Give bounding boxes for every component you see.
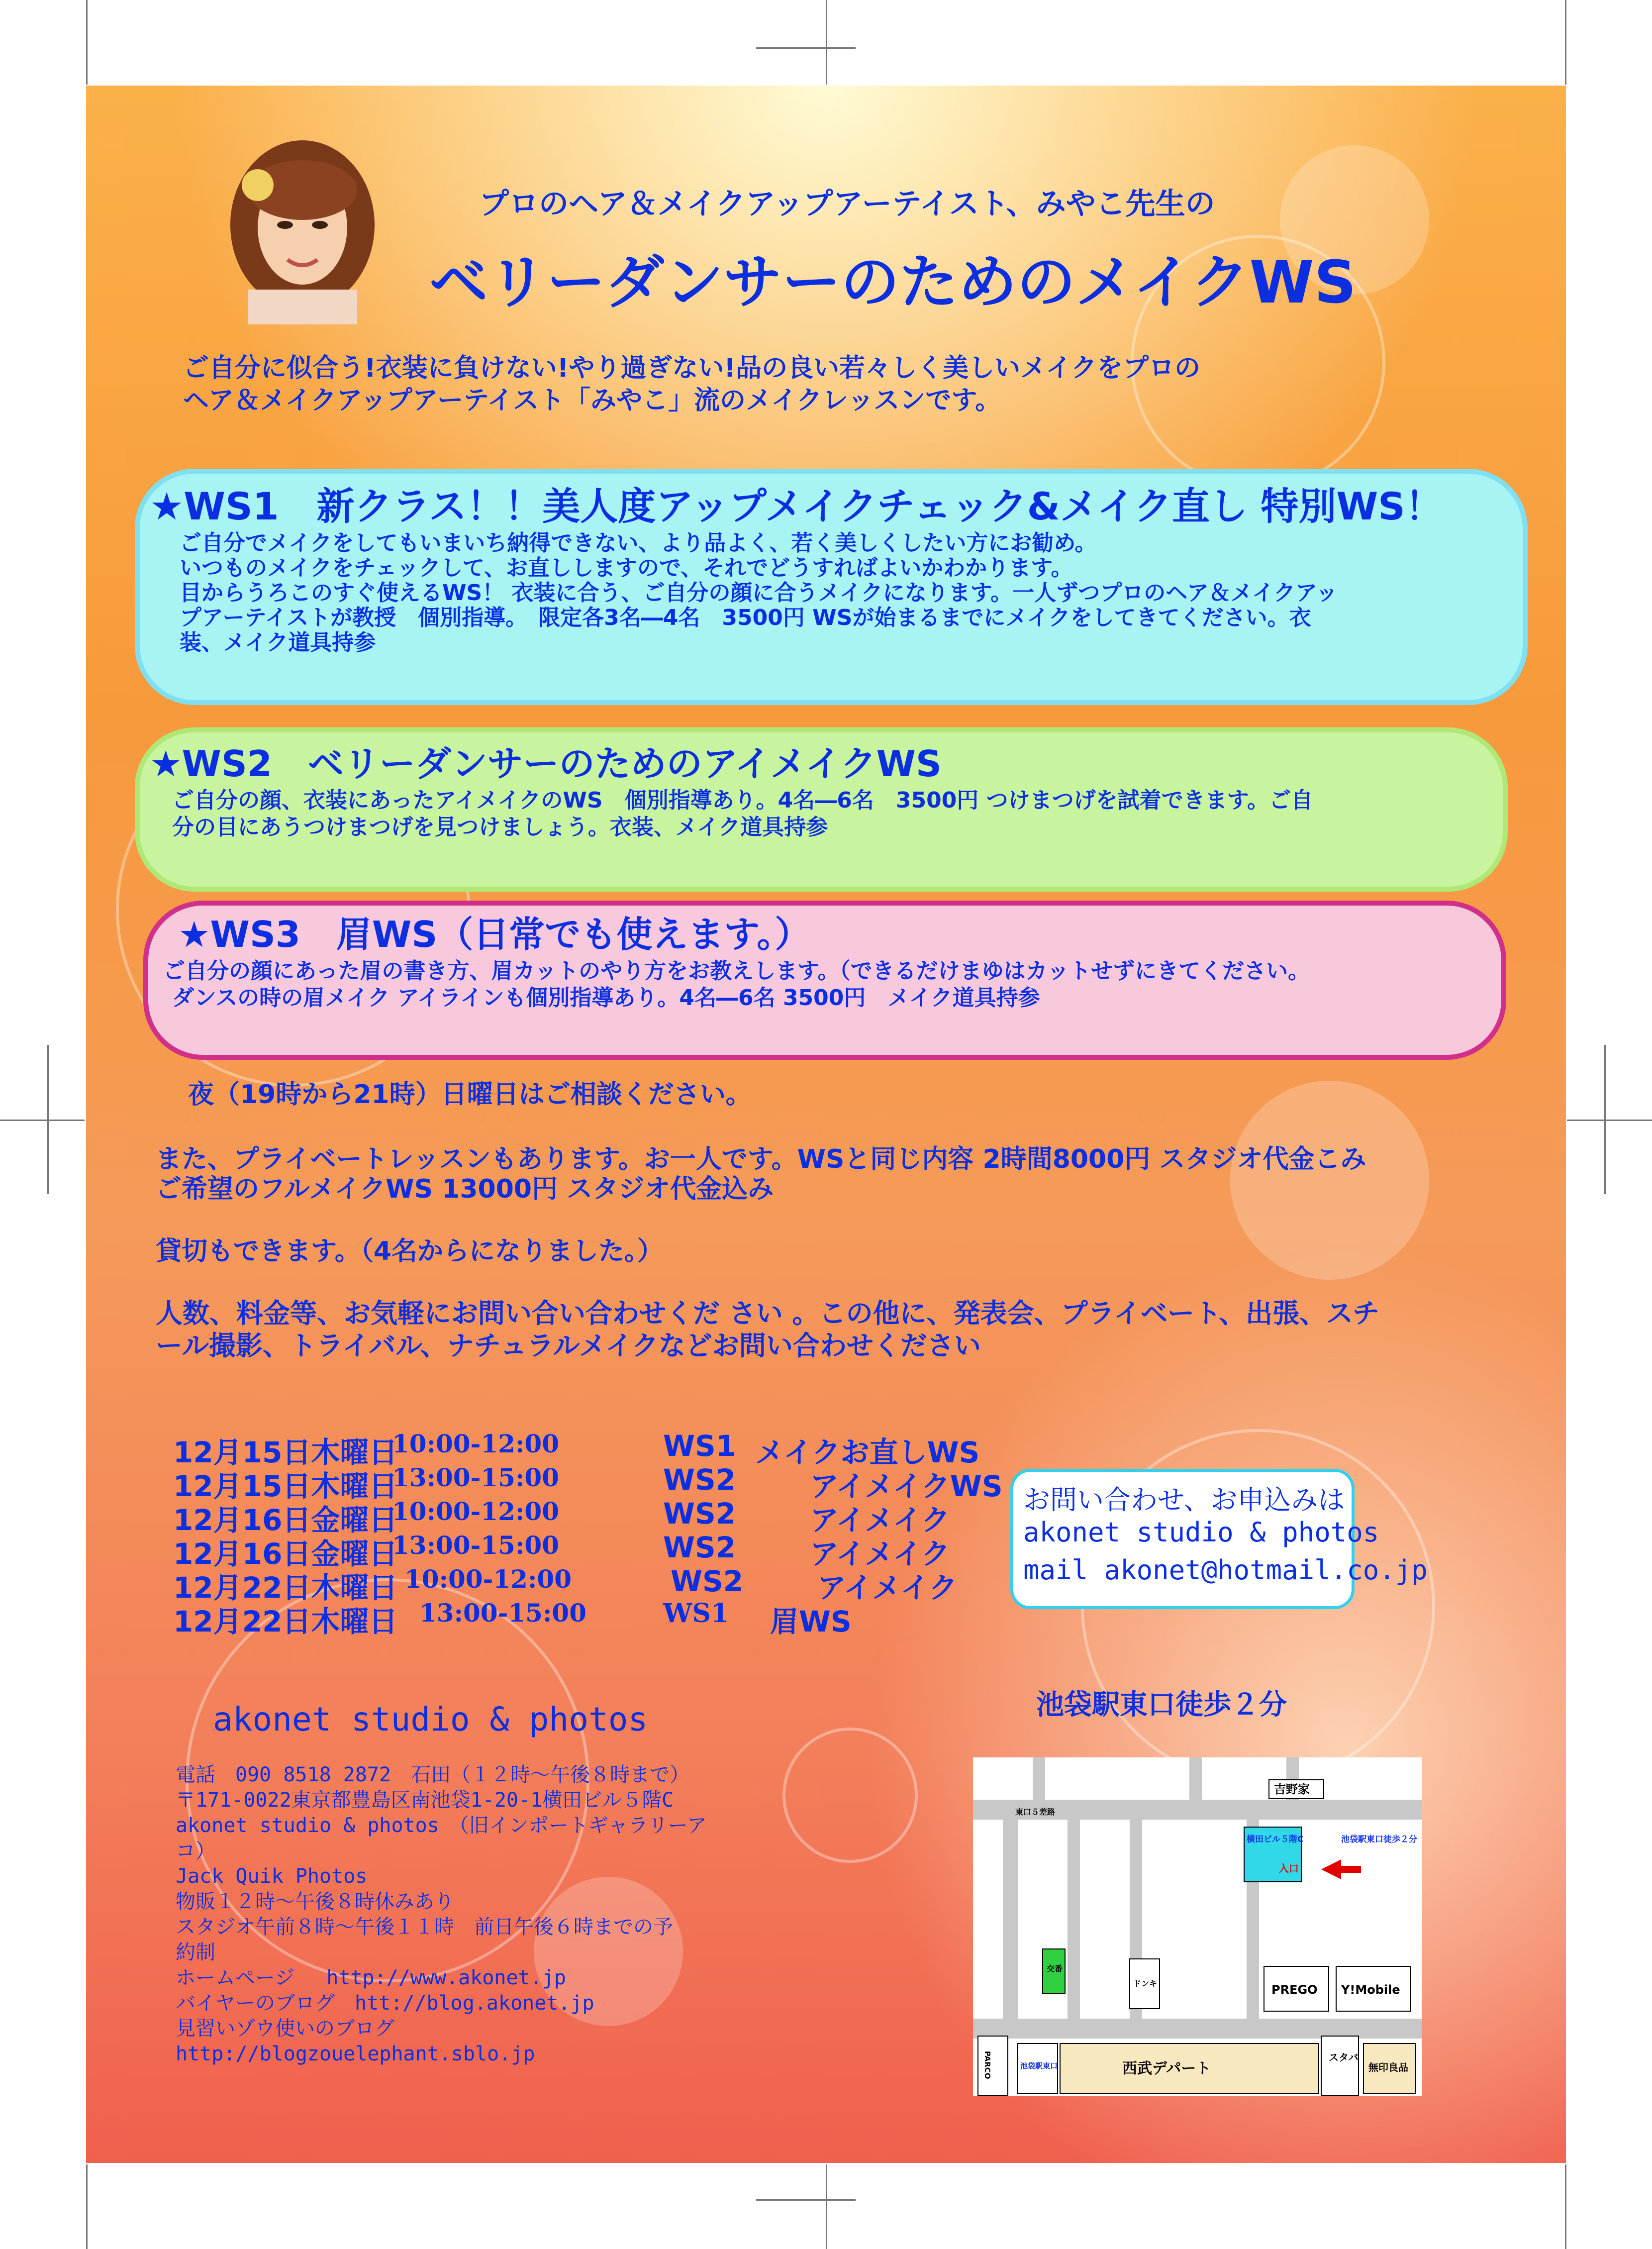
crop-mark (1604, 1045, 1606, 1194)
schedule-name: 眉WS (770, 1605, 852, 1638)
map-parco (978, 2036, 1008, 2096)
ws2-heading: ★WS2 ベリーダンサーのためのアイメイクWS (150, 743, 942, 785)
map-starbucks-label: スタバ (1329, 2051, 1359, 2063)
crop-mark (1567, 1120, 1652, 1121)
ws3-heading: ★WS3 眉WS（日常でも使えます。） (178, 914, 811, 955)
map-entrance-label: 入口 (1279, 1862, 1299, 1874)
schedule-name: アイメイク (810, 1503, 950, 1537)
flyer-title: ベリーダンサーのためのメイクWS (429, 248, 1357, 316)
private-lesson-line-1: また、プライベートレッスンもあります。お一人です。WSと同じ内容 2時間8000円 スタジオ代金こみ (156, 1144, 1366, 1174)
inquiry-line-2: ール撮影、トライバル、ナチュラルメイクなどお問い合わせください (156, 1330, 981, 1361)
inquiry-line-1: 人数、料金等、お気軽にお問い合い合わせくだ さい 。この他に、発表会、プライベート、出張、スチ (156, 1298, 1380, 1329)
map-seibu-label: 西武デパート (1122, 2060, 1211, 2077)
studio-info-line: 物販１２時～午後８時休みあり (176, 1890, 454, 1913)
ws1-body (180, 531, 1338, 655)
flyer (86, 86, 1566, 2163)
schedule-date: 12月22日木曜日 (173, 1605, 398, 1638)
crop-mark (1565, 0, 1566, 85)
crop-mark (86, 0, 88, 85)
schedule-time: 13:00-15:00 (419, 1598, 586, 1628)
schedule-ws: WS1 (663, 1598, 729, 1629)
ws3-body (163, 958, 1310, 1012)
ws3-box (143, 901, 1506, 1060)
crop-mark (47, 1045, 49, 1194)
ws1-line: ご自分でメイクをしてもいまいち納得できない、より品よく、若く美しくしたい方にお勧め。 (180, 530, 1097, 556)
studio-info-line: 電話 090 8518 2872 石田（１２時～午後８時まで） (176, 1763, 690, 1786)
studio-info-line: コ） (176, 1840, 215, 1862)
map-block (973, 1757, 1033, 1800)
studio-info-line: 見習いゾウ使いのブログ (176, 2017, 394, 2040)
map-prego-label: PREGO (1271, 1983, 1318, 1997)
contact-box (1010, 1469, 1428, 1609)
map-station-label: 池袋駅東口 (1020, 2061, 1058, 2070)
ws3-line: ご自分の顔にあった眉の書き方、眉カットのやり方をお教えします。（できるだけまゆはカットせずにきてください。 (163, 958, 1310, 984)
schedule-date: 12月15日木曜日 (173, 1469, 398, 1503)
schedule-name: アイメイク (810, 1537, 950, 1571)
access-map (973, 1757, 1422, 2096)
schedule-ws: WS2 (663, 1531, 736, 1564)
ws1-line: 装、メイク道具持参 (180, 630, 376, 655)
ws1-heading: ★WS1 新クラス！！美人度アップメイクチェック&メイク直し 特別WS！ (150, 484, 1443, 528)
buyer-blog-link[interactable]: バイヤーのブログ htt://blog.akonet.jp (176, 1992, 594, 2015)
map-station-note: 池袋駅東口徒歩２分 (1341, 1835, 1417, 1844)
contact-studio-name: akonet studio & photos (1023, 1517, 1379, 1548)
studio-info-line: Jack Quik Photos (176, 1865, 368, 1888)
map-parco-label: PARCO (983, 2051, 992, 2079)
map-muji-label: 無印良品 (1368, 2061, 1408, 2073)
schedule-date: 12月16日金曜日 (173, 1537, 398, 1571)
schedule-date: 12月15日木曜日 (173, 1435, 398, 1469)
homepage-link[interactable]: ホームページ http://www.akonet.jp (176, 1966, 566, 1989)
ws1-line: プアーテイストが教授 個別指導。 限定各3名―4名 3500円 WSが始まるまでにメイクをしてきてください。衣 (180, 605, 1311, 630)
schedule-date: 12月16日金曜日 (173, 1503, 398, 1537)
studio-info (176, 1762, 707, 2067)
studio-name: akonet studio & photos (213, 1700, 648, 1738)
studio-info-line: スタジオ午前８時～午後１１時 前日午後６時までの予 (176, 1916, 673, 1939)
schedule-name: アイメイク (817, 1571, 958, 1605)
ws3-line: ダンスの時の眉メイク アイラインも個別指導あり。4名―6名 3500円 メイク道具持参 (172, 985, 1040, 1011)
ws2-line: ご自分の顔、衣装にあったアイメイクのWS 個別指導あり。4名―6名 3500円 つけまつげを試着できます。ご自 (172, 788, 1313, 813)
schedule-name: アイメイクWS (810, 1469, 1003, 1503)
evening-note: 夜（19時から21時）日曜日はご相談ください。 (188, 1080, 752, 1110)
contact-line-1: お問い合わせ、お申込みは (1023, 1484, 1345, 1516)
crop-mark (826, 0, 827, 85)
crop-mark (756, 47, 856, 49)
schedule-date: 12月22日木曜日 (173, 1571, 398, 1605)
schedule-ws: WS2 (663, 1463, 736, 1497)
map-block (973, 1820, 1003, 2019)
studio-info-line: 〒171-0022東京都豊島区南池袋1-20-1横田ビル５階C (176, 1789, 674, 1812)
map-ymobile-label: Y!Mobile (1341, 1983, 1400, 1997)
schedule-time: 13:00-15:00 (392, 1531, 559, 1560)
ws2-line: 分の目にあうつけまつげを見つけましょう。衣装、メイク道具持参 (172, 815, 828, 840)
ws2-body (172, 787, 1313, 841)
map-block (1080, 1820, 1130, 2019)
bokeh-circle (1230, 1081, 1429, 1280)
map-starbucks (1321, 2036, 1359, 2096)
crop-mark (0, 1120, 85, 1121)
ws1-box (135, 469, 1528, 705)
schedule-time: 10:00-12:00 (404, 1564, 572, 1594)
map-yoshinoya-label: 吉野家 (1274, 1782, 1310, 1796)
contact-email[interactable]: mail akonet@hotmail.co.jp (1023, 1554, 1428, 1586)
ws1-line: 目からうろこのすぐ使えるWS！ 衣装に合う、ご自分の顔に合うメイクになります。一人ずつプロのヘア＆メイクアッ (180, 580, 1338, 606)
bokeh-circle (782, 1728, 918, 1863)
map-koban-label: 交番 (1047, 1964, 1063, 1973)
schedule-ws: WS1 (663, 1429, 736, 1463)
instructor-portrait (228, 140, 377, 324)
schedule-ws: WS2 (663, 1497, 736, 1531)
crop-mark (1565, 2164, 1566, 2249)
schedule-time: 13:00-15:00 (392, 1463, 559, 1492)
intro-line-1: ご自分に似合う!衣装に負けない!やり過ぎない!品の良い若々しく美しいメイクをプロの (183, 353, 1201, 383)
zou-blog-link[interactable]: http://blogzouelephant.sblo.jp (176, 2043, 535, 2065)
flyer-subtitle: プロのヘア＆メイクアップアーテイスト、みやこ先生の (479, 187, 1215, 221)
map-donki-label: ドンキ (1133, 1979, 1158, 1988)
charter-note: 貸切もできます。（4名からになりました。） (156, 1236, 664, 1266)
crop-mark (756, 2199, 856, 2201)
access-note: 池袋駅東口徒歩２分 (1036, 1689, 1287, 1721)
studio-info-line: akonet studio & photos （旧インポートギャラリーア (176, 1814, 707, 1837)
schedule-ws: WS2 (671, 1564, 744, 1598)
crop-mark (86, 2164, 88, 2249)
crop-mark (826, 2164, 827, 2249)
schedule-name: メイクお直しWS (755, 1435, 980, 1469)
ws1-line: いつものメイクをチェックして、お直ししますので、それでどうすればよいかわかります。 (180, 555, 1073, 581)
ws2-box (135, 727, 1508, 892)
studio-info-line: 約制 (176, 1941, 215, 1964)
schedule-time: 10:00-12:00 (392, 1497, 559, 1526)
map-building-label: 横田ビル５階C (1247, 1835, 1304, 1844)
schedule-time: 10:00-12:00 (392, 1429, 559, 1458)
private-lesson-line-2: ご希望のフルメイクWS 13000円 スタジオ代金込み (156, 1174, 774, 1204)
map-street-label: 東口５差路 (1015, 1807, 1056, 1817)
map-block (1045, 1757, 1189, 1800)
intro-line-2: ヘア＆メイクアップアーテイスト「みやこ」流のメイクレッスンです。 (183, 386, 1001, 415)
